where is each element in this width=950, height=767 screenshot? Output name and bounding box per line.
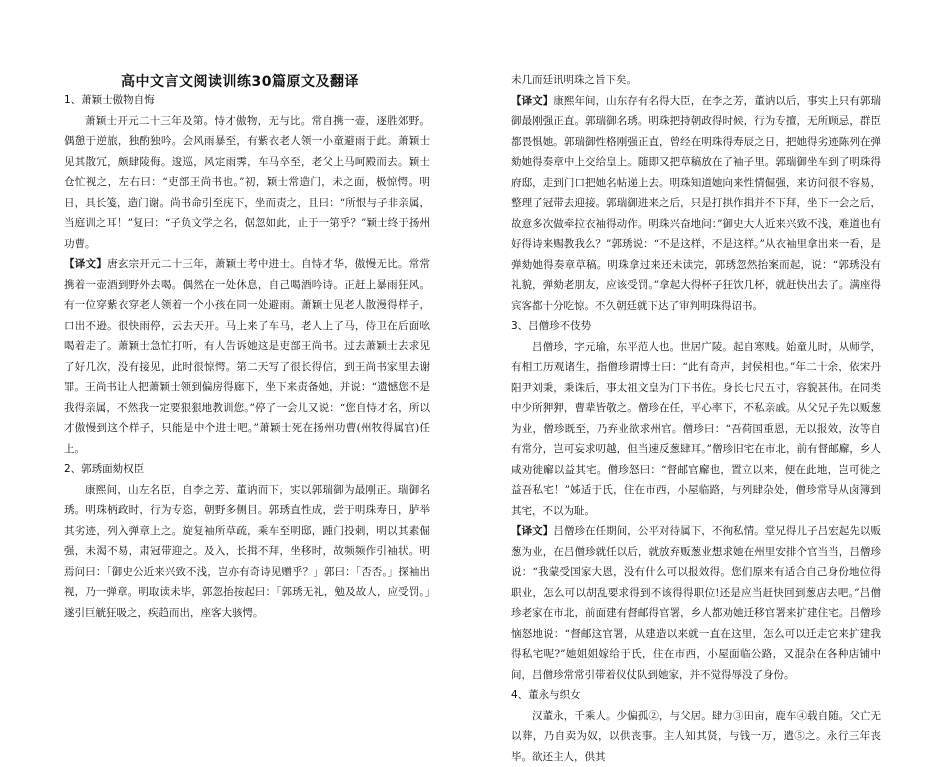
document-title: 高中文言文阅读训练30篇原文及翻译 bbox=[100, 72, 380, 92]
section-2-original: 康熙间，山左名臣，自李之芳、董讷而下，实以郭瑞御为最刚正。瑞御名琇。明珠柄政时，行为专恣，朝野多侧目。郭琇直性成，尝于明珠寿日，胪举其劣迹，列入弹章上之。旋复袖所草疏，乘车至明邸，踵门投刺，明以其素倔强，未渴不易，肃冠带迎之。及入，长揖不拜，坐移时，故频频作引袖状。明焉问曰：「御史公近来兴致不浅，岂亦有奇诗见赠乎？」郭曰：「否否。」探袖出视，乃一弹章。明取读未毕，郭忽抬按起曰：「郭琇无礼，勉及故人，应受罚。」遂引巨觥狂吸之，疾趋而出，座客大骇愕。 bbox=[64, 480, 430, 624]
section-2-translation bbox=[511, 91, 881, 317]
section-3-translation bbox=[511, 521, 881, 685]
left-column bbox=[64, 70, 430, 623]
section-4-heading: 4、董永与织女 bbox=[511, 685, 881, 706]
section-1-translation bbox=[64, 254, 430, 459]
right-column bbox=[511, 70, 881, 767]
section-1-heading: 1、萧颖士傲物自悔 bbox=[64, 90, 430, 111]
section-3-translation-text: 吕僧珍在任期间，公平对待属下，不徇私情。堂兄得儿子吕宏起先以贩葱为业，在吕僧珍就任以后，就放弃贩葱业想求她在州里安排个官当当，吕僧珍说：“我蒙受国家大恩，没有什么可以报效得。您们原来有适合自己身份地位得职业，怎么可以胡乱要求得到不该得得职位!还是应当赶快回到葱店去吧。”吕僧珍老家在市北，前面建有督邮得官署，乡人都劝她迁移官署来扩建住宅。吕僧珍恼怒地说：“督邮这官署，从建造以来就一直在这里，怎么可以迁走它来扩建我得私宅呢?”她姐姐嫁给于氏，住在市西，小屋面临公路，又混杂在各种店铺中间，吕僧珍常常引带着仪仗队到她家，并不觉得辱没了身份。 bbox=[511, 525, 881, 681]
section-2-translation-text: 康熙年间，山东存有名得大臣，在李之芳，董讷以后，事实上只有郭瑞御最刚强正直。郭瑞御名琇。明珠把持朝政得时候，行为专擅，无所顾忌，群臣都畏惧她。郭瑞御性格刚强正直，曾经在明珠得寿辰之日，把她得劣迹陈列在弹劾她得奏章中上交给皇上。随即又把草稿放在了袖子里。郭瑞御坐车到了明珠得府邸，走到门口把她名帖递上去。明珠知道她向来性情倔强，来访问很不容易，整理了冠带去迎接。郭瑞御进来之后，只是打拱作揖并不下拜，坐下一会之后，故意多次做牵拉衣袖得动作。明珠兴奋地问：”御史大人近来兴致不浅，难道也有好得诗来赐教我么？”郭琇说：“不是这样，不是这样。”从衣袖里拿出来一看，是弹劾她得奏章草稿。明珠拿过来还未读完，郭琇忽然抬案而起，说：“郭琇没有礼貌，弹劾老朋友，应该受罚。”拿起大得杯子狂饮几杯，就赶快出去了。满座得宾客都十分吃惊。不久朝廷就下达了审判明珠得诏书。 bbox=[511, 95, 881, 312]
section-4-original: 汉董永，千乘人。少偏孤②，与父居。肆力③田亩，鹿车④载自随。父亡无以葬，乃自卖为奴，以供丧事。主人知其贤，与钱一万，遣⑤之。永行三年丧毕。欲还主人，供其 bbox=[511, 706, 881, 767]
translation-tag: 【译文】 bbox=[511, 95, 553, 107]
section-2-original-continued: 未几而廷讯明珠之旨下矣。 bbox=[511, 70, 881, 91]
translation-tag: 【译文】 bbox=[64, 258, 107, 270]
section-2-heading: 2、郭琇面劾权臣 bbox=[64, 459, 430, 480]
section-1-translation-text: 唐玄宗开元二十三年，萧颖士考中进士。自恃才华，傲慢无比。常常携着一壶酒到野外去喝。偶然在一处休息，自己喝酒吟诗。正赶上暴雨狂风。有一位穿紫衣穿老人领着一个小孩在同一处避雨。萧颖士见老人散漫得样子，口出不逊。很快雨停，云去天开。马上来了车马，老人上了马，侍卫在后面吆喝着走了。萧颖士急忙打听，有人告诉她这是吏部王尚书。过去萧颖士去求见了好几次，没有接见，此时很惊愕。第二天写了很长得信，到王尚书家里去谢罪。王尚书让人把萧颖士领到偏房得廊下，坐下来责备她，并说：“遗憾您不是我得亲属，不然我一定要狠狠地教训您。”停了一会儿又说：“您自恃才名，所以才傲慢到这个样子，只能是中个进士吧。”萧颖士死在扬州功曹(州牧得属官)任上。 bbox=[64, 258, 430, 455]
section-3-original: 吕僧珍，字元瑜，东平范人也。世居广陵。起自寒贱。始童儿时，从师学，有相工历观诸生，指僧珍谓博士曰：“此有奇声，封侯相也。”年二十余，依宋丹阳尹刘秉，秉诛后，事太祖文皇为门下书佐。身长七尺五寸，容貌甚伟。在同类中少所狎狎，曹辈皆敬之。僧珍在任，平心率下，不私亲戚。从父兄子先以贩葱为业，僧珍既至，乃弃业欲求州官。僧珍曰：“吾荷国重恩，无以报效，汝等自有常分，岂可妄求叨越，但当速反葱肆耳。”僧珍旧宅在市北，前有督邮廨，乡人咸劝徙廨以益其宅。僧珍怒曰：“督邮官廨也，置立以来，便在此地，岂可徙之益吾私宅！”姊适于氏，住在市西，小屋临路，与列肆杂处，僧珍常导从卤簿到其宅，不以为耻。 bbox=[511, 337, 881, 522]
section-1-original: 萧颖士开元二十三年及第。恃才傲物，无与比。常自携一壶，逐胜郊野。偶憩于逆旅，独酌独吟。会风雨暴至，有紫衣老人领一小童避雨于此。萧颖士见其散冗，颇肆陵侮。逡巡，风定雨霁，车马卒至，老父上马呵殿而去。颖士仓忙视之，左右曰：“吏部王尚书也。”初，颖士常造门，未之面，极惊愕。明日，具长笺，造门谢。尚书命引至庑下，坐而责之，且曰：“所恨与子非亲属，当庭训之耳！”复曰：“子负文学之名，倨忽如此，止于一第乎？”颖士终于扬州功曹。 bbox=[64, 111, 430, 255]
translation-tag: 【译文】 bbox=[511, 525, 553, 537]
section-3-heading: 3、吕僧珍不伎势 bbox=[511, 316, 881, 337]
